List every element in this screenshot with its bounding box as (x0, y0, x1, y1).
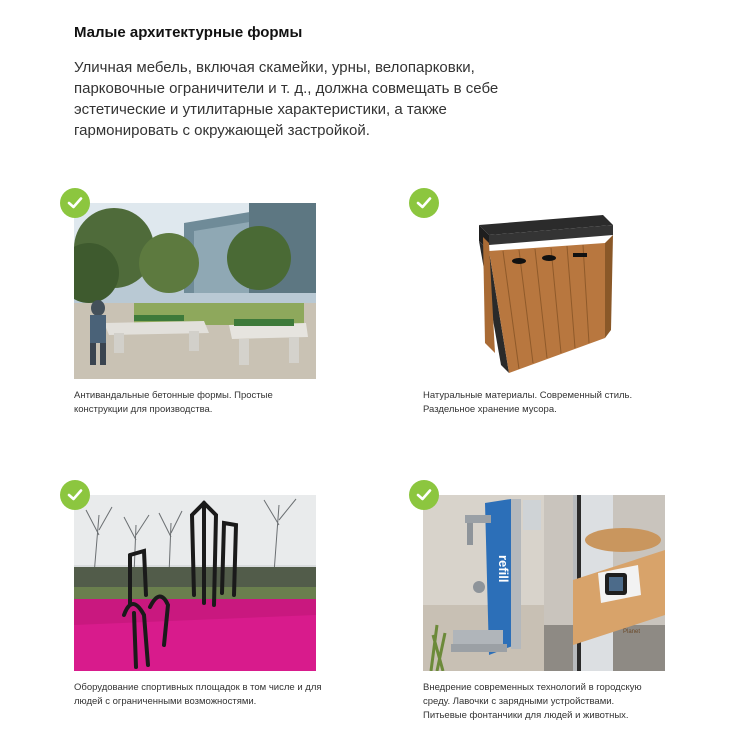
card-caption: Оборудование спортивных площадок в том числе и для людей с ограниченными возможностями. (74, 682, 322, 707)
refill-text: refill (496, 555, 511, 583)
section-title: Малые архитектурные формы (74, 24, 303, 41)
card-caption: Натуральные материалы. Современный стиль. Раздельное хранение мусора. (423, 390, 633, 415)
concrete-tables-photo (74, 203, 316, 379)
intro-paragraph: Уличная мебель, включая скамейки, урны, велопарковки, парковочные ограничители и т. д., должна совмещать в себе эстетические и утилитарные характеристики, а также гармонировать с окружающей застройкой. (74, 59, 499, 139)
check-icon (409, 480, 439, 510)
card-caption: Антивандальные бетонные формы. Простые конструкции для производства. (74, 390, 273, 415)
check-icon (409, 188, 439, 218)
card-caption: Внедрение современных технологий в городскую среду. Лавочки с зарядными устройствами. Питьевые фонтанчики для людей и животных. (423, 682, 642, 721)
check-icon (60, 188, 90, 218)
check-icon (60, 480, 90, 510)
refill-fountain-charging-photo (423, 495, 665, 671)
brand-text: Planet (623, 629, 641, 635)
wooden-bin-photo (423, 203, 665, 379)
outdoor-fitness-photo (74, 495, 316, 671)
